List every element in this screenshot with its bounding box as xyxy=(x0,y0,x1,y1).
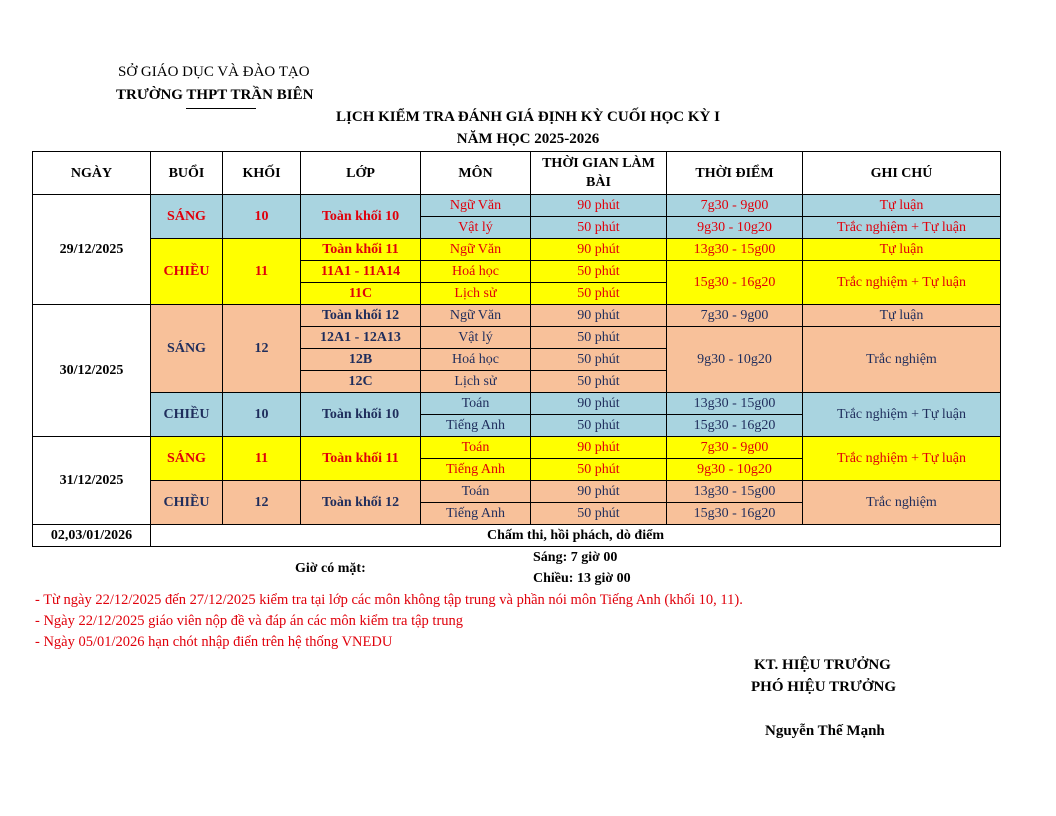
session-cell: SÁNG xyxy=(151,195,223,239)
time-cell: 7g30 - 9g00 xyxy=(667,305,803,327)
department-name: SỞ GIÁO DỤC VÀ ĐÀO TẠO xyxy=(118,64,310,80)
grade-cell: 10 xyxy=(223,195,301,239)
duration-cell: 90 phút xyxy=(531,393,667,415)
date-cell: 31/12/2025 xyxy=(33,437,151,525)
class-cell: Toàn khối 12 xyxy=(301,305,421,327)
attendance-morning: Sáng: 7 giờ 00 xyxy=(533,550,618,565)
table-row xyxy=(33,437,1001,459)
note-cell: Tự luận xyxy=(803,195,1001,217)
session-cell: CHIỀU xyxy=(151,393,223,437)
document-title: LỊCH KIỂM TRA ĐÁNH GIÁ ĐỊNH KỲ CUỐI HỌC KỲ I xyxy=(336,109,720,125)
subject-cell: Lịch sử xyxy=(421,283,531,305)
note-cell: Trắc nghiệm + Tự luận xyxy=(803,217,1001,239)
table-row xyxy=(33,305,1001,327)
col-header-session: BUỔI xyxy=(151,152,223,195)
col-header-time: THỜI ĐIỂM xyxy=(667,152,803,195)
subject-cell: Vật lý xyxy=(421,327,531,349)
duration-cell: 50 phút xyxy=(531,503,667,525)
col-header-grade: KHỐI xyxy=(223,152,301,195)
table-row xyxy=(33,525,1001,547)
session-cell: CHIỀU xyxy=(151,481,223,525)
note-line: - Ngày 05/01/2026 hạn chót nhập điển trên hệ thống VNEDU xyxy=(35,634,393,650)
note-cell: Trắc nghiệm xyxy=(803,327,1001,393)
subject-cell: Hoá học xyxy=(421,261,531,283)
subject-cell: Toán xyxy=(421,437,531,459)
time-cell: 9g30 - 10g20 xyxy=(667,459,803,481)
subject-cell: Toán xyxy=(421,481,531,503)
exam-schedule-table xyxy=(32,151,1001,547)
time-cell: 7g30 - 9g00 xyxy=(667,195,803,217)
time-cell: 13g30 - 15g00 xyxy=(667,239,803,261)
subject-cell: Tiếng Anh xyxy=(421,459,531,481)
note-line: - Từ ngày 22/12/2025 đến 27/12/2025 kiểm tra tại lớp các môn không tập trung và phần nói môn Tiếng Anh (khối 10, 11). xyxy=(35,592,743,608)
subject-cell: Tiếng Anh xyxy=(421,415,531,437)
session-cell: SÁNG xyxy=(151,437,223,481)
class-cell: Toàn khối 10 xyxy=(301,195,421,239)
time-cell: 7g30 - 9g00 xyxy=(667,437,803,459)
note-cell: Tự luận xyxy=(803,239,1001,261)
time-cell: 15g30 - 16g20 xyxy=(667,503,803,525)
grade-cell: 11 xyxy=(223,437,301,481)
col-header-class: LỚP xyxy=(301,152,421,195)
table-row xyxy=(33,393,1001,415)
col-header-subject: MÔN xyxy=(421,152,531,195)
school-year: NĂM HỌC 2025-2026 xyxy=(456,131,600,147)
time-cell: 13g30 - 15g00 xyxy=(667,481,803,503)
class-cell: 12B xyxy=(301,349,421,371)
col-header-date: NGÀY xyxy=(33,152,151,195)
signature-role: PHÓ HIỆU TRƯỞNG xyxy=(751,679,897,695)
col-header-duration: THỜI GIAN LÀM BÀI xyxy=(531,152,667,195)
subject-cell: Ngữ Văn xyxy=(421,195,531,217)
date-cell: 02,03/01/2026 xyxy=(33,525,151,547)
class-cell: 12C xyxy=(301,371,421,393)
signature-name: Nguyễn Thế Mạnh xyxy=(765,723,885,739)
time-cell: 13g30 - 15g00 xyxy=(667,393,803,415)
col-header-note: GHI CHÚ xyxy=(803,152,1001,195)
subject-cell: Ngữ Văn xyxy=(421,239,531,261)
note-cell: Trắc nghiệm xyxy=(803,481,1001,525)
session-cell: SÁNG xyxy=(151,305,223,393)
duration-cell: 50 phút xyxy=(531,459,667,481)
time-cell: 9g30 - 10g20 xyxy=(667,217,803,239)
duration-cell: 50 phút xyxy=(531,217,667,239)
subject-cell: Lịch sử xyxy=(421,371,531,393)
time-cell: 15g30 - 16g20 xyxy=(667,415,803,437)
table-row xyxy=(33,481,1001,503)
school-name: TRƯỜNG THPT TRẦN BIÊN xyxy=(116,87,314,103)
duration-cell: 50 phút xyxy=(531,327,667,349)
class-cell: 12A1 - 12A13 xyxy=(301,327,421,349)
date-cell: 30/12/2025 xyxy=(33,305,151,437)
note-cell: Trắc nghiệm + Tự luận xyxy=(803,437,1001,481)
subject-cell: Toán xyxy=(421,393,531,415)
subject-cell: Hoá học xyxy=(421,349,531,371)
attendance-label: Giờ có mặt: xyxy=(295,561,366,576)
duration-cell: 90 phút xyxy=(531,195,667,217)
subject-cell: Ngữ Văn xyxy=(421,305,531,327)
duration-cell: 50 phút xyxy=(531,283,667,305)
class-cell: Toàn khối 12 xyxy=(301,481,421,525)
attendance-afternoon: Chiều: 13 giờ 00 xyxy=(533,571,631,586)
time-cell: 15g30 - 16g20 xyxy=(667,261,803,305)
table-row xyxy=(33,239,1001,261)
class-cell: Toàn khối 11 xyxy=(301,437,421,481)
duration-cell: 90 phút xyxy=(531,481,667,503)
time-cell: 9g30 - 10g20 xyxy=(667,327,803,393)
class-cell: Toàn khối 11 xyxy=(301,239,421,261)
duration-cell: 50 phút xyxy=(531,349,667,371)
session-cell: CHIỀU xyxy=(151,239,223,305)
duration-cell: 90 phút xyxy=(531,305,667,327)
note-cell: Tự luận xyxy=(803,305,1001,327)
table-row xyxy=(33,195,1001,217)
class-cell: 11C xyxy=(301,283,421,305)
subject-cell: Tiếng Anh xyxy=(421,503,531,525)
class-cell: 11A1 - 11A14 xyxy=(301,261,421,283)
subject-cell: Vật lý xyxy=(421,217,531,239)
duration-cell: 50 phút xyxy=(531,261,667,283)
grade-cell: 12 xyxy=(223,305,301,393)
date-cell: 29/12/2025 xyxy=(33,195,151,305)
grading-cell: Chấm thi, hồi phách, dò điểm xyxy=(151,525,1001,547)
class-cell: Toàn khối 10 xyxy=(301,393,421,437)
grade-cell: 12 xyxy=(223,481,301,525)
note-line: - Ngày 22/12/2025 giáo viên nộp đề và đáp án các môn kiểm tra tập trung xyxy=(35,613,464,629)
grade-cell: 11 xyxy=(223,239,301,305)
table-header-row xyxy=(33,152,1001,195)
duration-cell: 90 phút xyxy=(531,239,667,261)
duration-cell: 90 phút xyxy=(531,437,667,459)
note-cell: Trắc nghiệm + Tự luận xyxy=(803,393,1001,437)
grade-cell: 10 xyxy=(223,393,301,437)
duration-cell: 50 phút xyxy=(531,415,667,437)
signature-title: KT. HIỆU TRƯỞNG xyxy=(754,657,891,673)
duration-cell: 50 phút xyxy=(531,371,667,393)
note-cell: Trắc nghiệm + Tự luận xyxy=(803,261,1001,305)
